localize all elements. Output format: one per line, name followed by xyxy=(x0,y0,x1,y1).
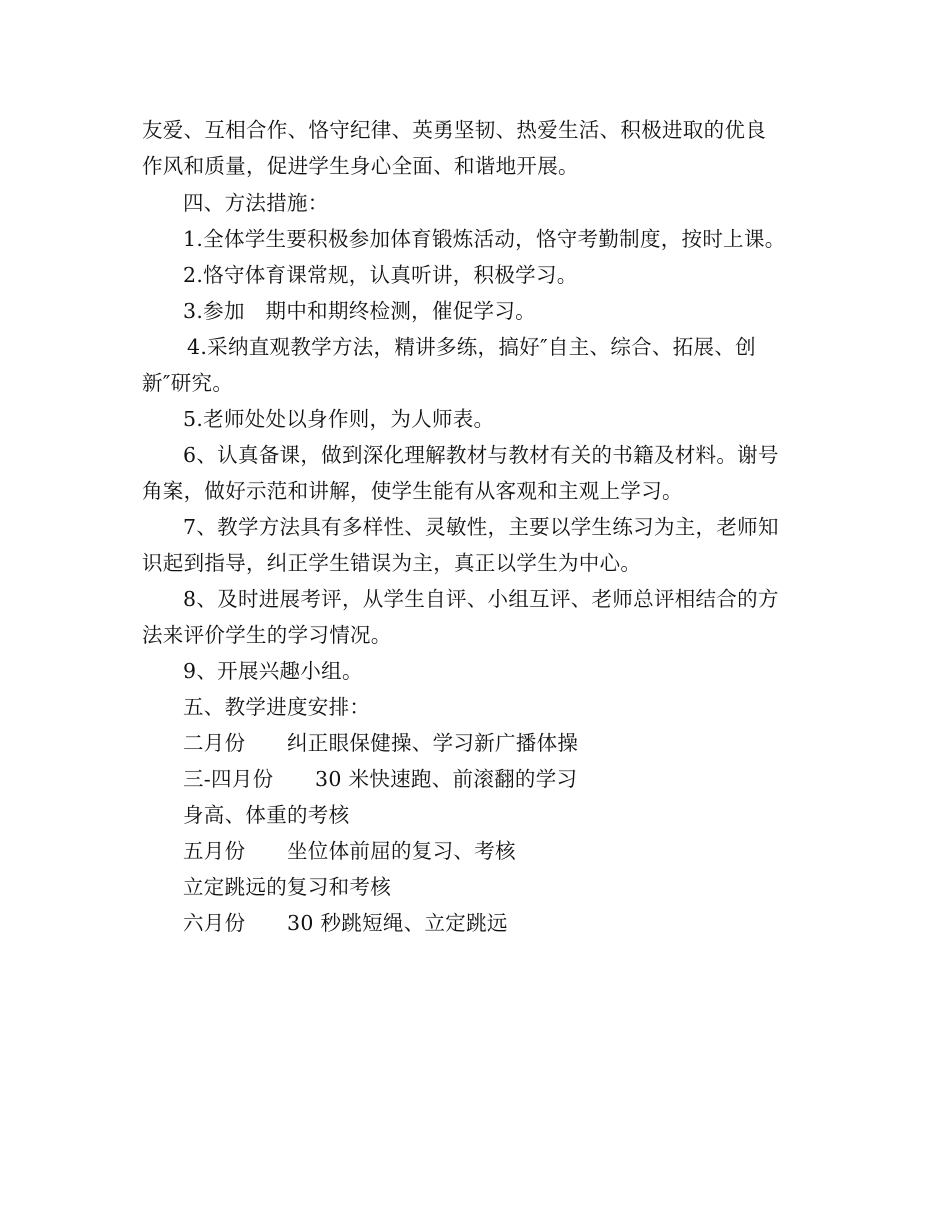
schedule-row: 身高、体重的考核 xyxy=(183,803,350,827)
list-item-continuation: 识起到指导，纠正学生错误为主，真正以学生为中心。 xyxy=(142,551,642,575)
list-item: 4.采纳直观教学方法，精讲多练，搞好″自主、综合、拓展、创 xyxy=(187,335,756,359)
section-heading: 四、方法措施： xyxy=(183,191,329,215)
section-heading: 五、教学进度安排： xyxy=(183,695,371,719)
list-item-continuation: 新″研究。 xyxy=(142,371,234,395)
list-item: 9、开展兴趣小组。 xyxy=(183,659,363,683)
schedule-row: 六月份 30 秒跳短绳、立定跳远 xyxy=(183,911,508,935)
list-item: 1.全体学生要积极参加体育锻炼活动，恪守考勤制度，按时上课。 xyxy=(183,227,786,251)
paragraph-line: 作风和质量，促进学生身心全面、和谐地开展。 xyxy=(142,154,579,178)
schedule-row: 五月份 坐位体前屈的复习、考核 xyxy=(183,839,516,863)
list-item: 3.参加 期中和期终检测，催促学习。 xyxy=(183,299,536,323)
list-item-continuation: 法来评价学生的学习情况。 xyxy=(142,623,392,647)
list-item: 5.老师处处以身作则，为人师表。 xyxy=(183,407,495,431)
list-item: 6、认真备课，做到深化理解教材与教材有关的书籍及材料。谢号 xyxy=(183,443,779,467)
list-item: 7、教学方法具有多样性、灵敏性，主要以学生练习为主，老师知 xyxy=(183,515,779,539)
schedule-row: 立定跳远的复习和考核 xyxy=(183,875,391,899)
list-item-continuation: 角案，做好示范和讲解，使学生能有从客观和主观上学习。 xyxy=(142,479,683,503)
list-item: 2.恪守体育课常规，认真听讲，积极学习。 xyxy=(183,263,578,287)
paragraph-line: 友爱、互相合作、恪守纪律、英勇坚韧、热爱生活、积极进取的优良 xyxy=(142,118,766,142)
schedule-row: 三-四月份 30 米快速跑、前滚翻的学习 xyxy=(183,767,578,791)
list-item: 8、及时进展考评，从学生自评、小组互评、老师总评相结合的方 xyxy=(183,587,779,611)
schedule-row: 二月份 纠正眼保健操、学习新广播体操 xyxy=(183,731,579,755)
